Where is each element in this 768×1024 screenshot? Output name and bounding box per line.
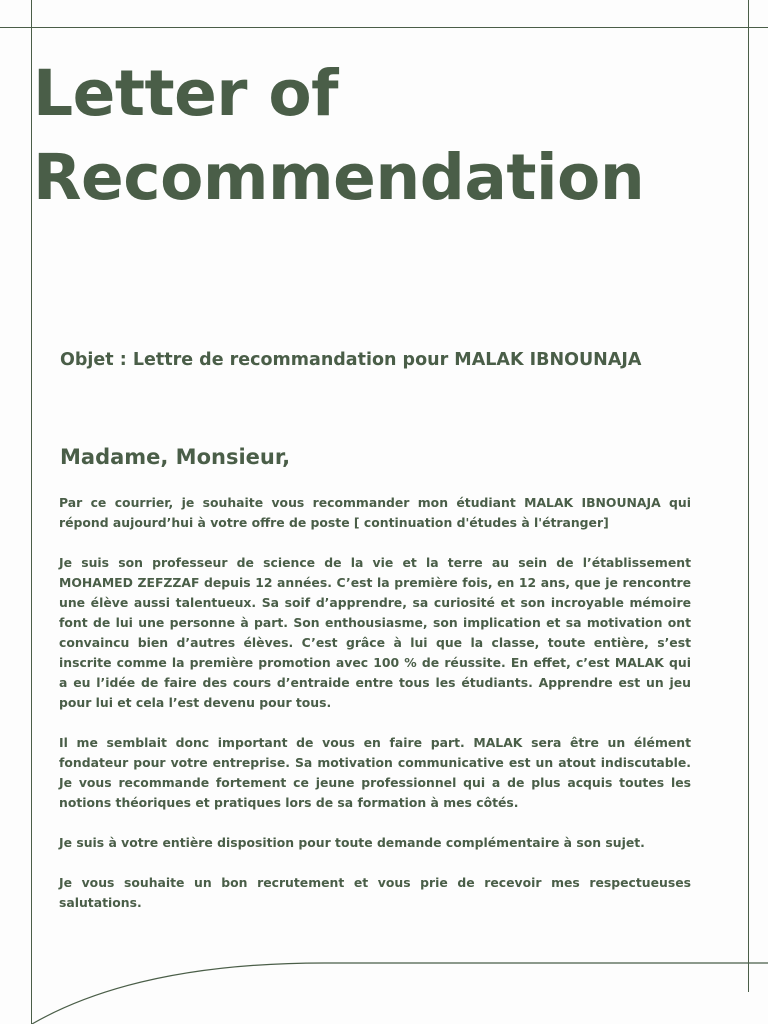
paragraph-closing: Je vous souhaite un bon recrutement et vous prie de recevoir mes respectueuses salutations. <box>59 875 691 910</box>
paragraph-teacher: Je suis son professeur de science de la vie et la terre au sein de l’établissement MOHAMED ZEFZZAF depuis 12 années. C’est la première fois, en 12 ans, que je rencontre une élève aussi talentueux. Sa soif d’apprendre, sa curiosité et son incroyable mémoire font de lui une personne à part. Son enthousiasme, son implication et sa motivation ont convaincu bien d’autres élèves. C’est grâce à lui que la classe, toute entière, s’est inscrite comme la première promotion avec 100 % de réussite. En effet, c’est MALAK qui a eu l’idée de faire des cours d’entraide entre tous les étudiants. Apprendre est un jeu pour lui et cela l’est devenu pour tous. <box>59 555 691 710</box>
letter-salutation: Madame, Monsieur, <box>60 445 291 469</box>
letter-body <box>59 493 691 933</box>
title-line-2: Recommendation <box>33 141 645 214</box>
title-line-1: Letter of <box>33 57 339 130</box>
paragraph-recommendation: Il me semblait donc important de vous en faire part. MALAK sera être un élément fondateur pour votre entreprise. Sa motivation communicative est un atout indiscutable. Je vous recommande fortement ce jeune professionnel qui a de plus acquis toutes les notions théoriques et pratiques lors de sa formation à mes côtés. <box>59 735 691 810</box>
paragraph-intro: Par ce courrier, je souhaite vous recommander mon étudiant MALAK IBNOUNAJA qui répond aujourd’hui à votre offre de poste [ continuation d'études à l'étranger] <box>59 495 691 530</box>
page-title <box>33 52 644 220</box>
paragraph-availability: Je suis à votre entière disposition pour toute demande complémentaire à son sujet. <box>59 835 645 850</box>
letter-subject: Objet : Lettre de recommandation pour MALAK IBNOUNAJA <box>60 350 642 370</box>
